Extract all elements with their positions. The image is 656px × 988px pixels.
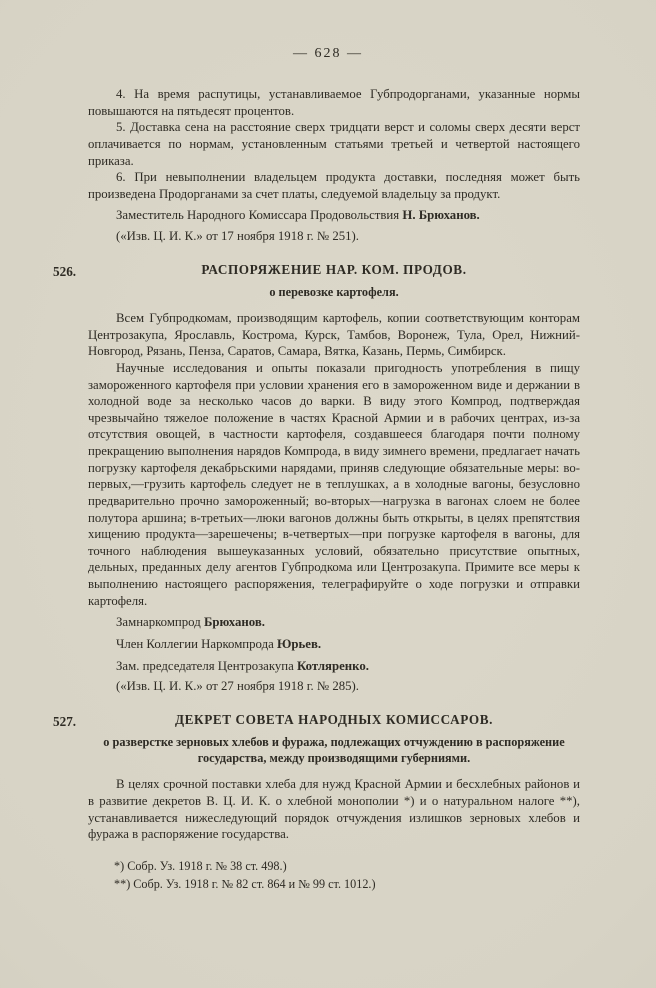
signature-title: Замнаркомпрод <box>116 615 201 630</box>
section-527 <box>53 711 580 843</box>
section-body <box>88 776 580 843</box>
signature-title: Член Коллегии Наркомпрода <box>116 636 274 651</box>
source-citation: («Изв. Ц. И. К.» от 27 ноября 1918 г. № 285). <box>116 679 359 694</box>
signature-name: Брюханов. <box>203 615 265 630</box>
section-body <box>88 310 580 695</box>
section-title: ДЕКРЕТ СОВЕТА НАРОДНЫХ КОМИССАРОВ. <box>174 711 493 727</box>
source-citation: («Изв. Ц. И. К.» от 17 ноября 1918 г. № 251). <box>116 229 359 243</box>
paragraph: Всем Губпродкомам, производящим картофель, копии соответствующим конторам Центрозакупа, Ярославль, Кострома, Курск, Тамбов, Воронеж, Тула, Орел, Нижний-Новгород, Рязань, Пенза, Саратов, Самара, Вятка, Казань, Пермь, Симбирск. <box>88 311 580 359</box>
section-subtitle: о перевозке картофеля. <box>269 285 399 300</box>
section-526 <box>53 261 580 695</box>
section-title: РАСПОРЯЖЕНИЕ НАР. КОМ. ПРОДОВ. <box>201 261 467 277</box>
signature-name: Котляренко. <box>297 658 369 673</box>
signature-line <box>116 207 580 224</box>
signature-name: Юрьев. <box>276 636 322 651</box>
paragraph: Научные исследования и опыты показали пригодность употребления в пищу замороженного картофеля при условии хранения его в замороженном виде и держании в холодной воде за несколько часов до варки. В виду этого Компрод, подтверждая чрезвычайно тяжелое положение в частях Красной Армии и в рабочих центрах, из-за отсутствия овощей, в частности картофеля, создавшееся благодаря почти полному прекращению выполнения нарядов Компрода, в виду зимнего времени, предлагает начать погрузку картофеля декабрьскими нарядами, приняв следующие обязательные меры: во-первых,—грузить картофель следует не в теплушках, а в холодные вагоны, безусловно предварительно прочно замороженный; во-вторых—нагрузка в вагонах слоем не более полутора аршина; в-третьих—люки вагонов должны быть открыты, в целях препятствия хищению продукта—зарешечены; в-четвертых—при погрузке картофеля в вагоны, для точного наблюдения вышеуказанных условий, обязательно присутствие опытных, дельных, преданных делу агентов Губпродкома или Центрозакупа. Примите все меры к выполнению настоящего распоряжения, телеграфируйте о ходе погрузки и отправки картофеля. <box>88 360 580 608</box>
signature-name: Н. Брюханов. <box>402 208 480 223</box>
page-number: — 628 — <box>293 46 363 61</box>
paragraph-item-4: 4. На время распутицы, устанавливаемое Губпродорганами, указанные нормы повышаются на пятьдесят процентов. <box>88 87 580 118</box>
signature-line <box>116 658 580 675</box>
footnote: *) Собр. Уз. 1918 г. № 38 ст. 498.) <box>114 858 287 873</box>
signature-title: Зам. председателя Центрозакупа <box>116 658 294 673</box>
footnote: **) Собр. Уз. 1918 г. № 82 ст. 864 и № 99 ст. 1012.) <box>114 876 376 891</box>
signature-title: Заместитель Народного Комиссара Продовольствия <box>116 208 400 223</box>
signature-line <box>116 614 580 631</box>
page-content <box>53 86 580 893</box>
section-number: 527. <box>53 713 77 729</box>
paragraph-item-5: 5. Доставка сена на расстояние сверх тридцати верст и соломы сверх десяти верст оплачивается по нормам, установленным статьями третьей и четвертой настоящего приказа. <box>88 120 580 168</box>
section-subtitle: о разверстке зерновых хлебов и фуража, подлежащих отчуждению в распоряжение государства, между производящими губерниями. <box>103 735 565 766</box>
paragraph-item-6: 6. При невыполнении владельцем продукта доставки, последняя может быть произведена Продорганами за счет платы, следуемой владельцу за продукт. <box>88 170 580 201</box>
section-number: 526. <box>53 263 77 279</box>
paragraph: В целях срочной поставки хлеба для нужд Красной Армии и бесхлебных районов и в развитие декретов В. Ц. И. К. о хлебной монополии *) и о натуральном налоге **), устанавливается нижеследующий порядок отчуждения излишков зерновых хлебов и фуража в распоряжение государства. <box>88 777 580 842</box>
signature-line <box>116 636 580 653</box>
footnotes <box>114 859 580 893</box>
